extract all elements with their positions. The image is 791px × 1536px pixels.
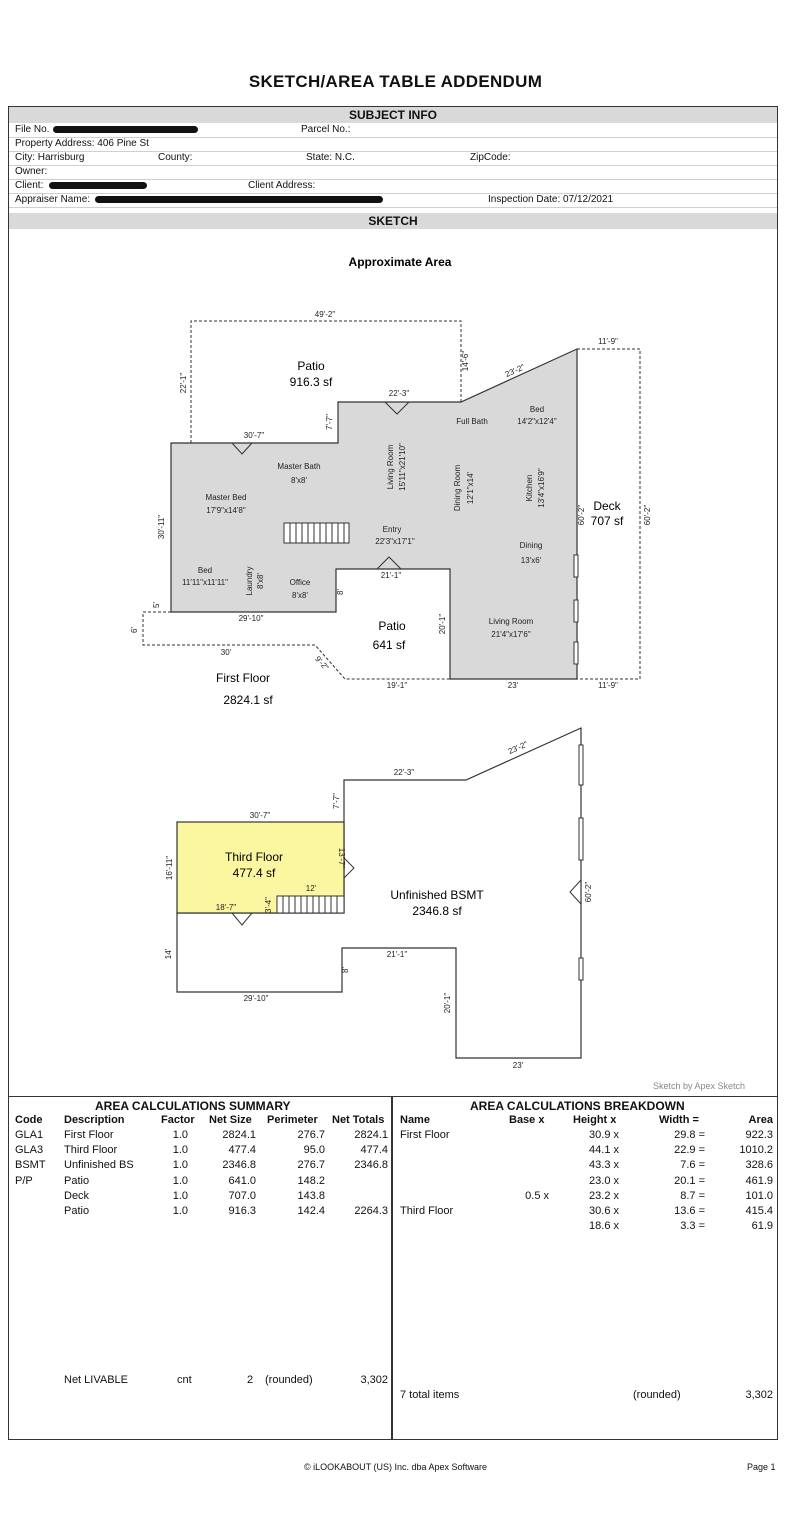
dim-label: 16'-11": [165, 855, 174, 881]
breakdown-cell: 415.4: [745, 1205, 773, 1217]
dim-label: 30'-11": [157, 514, 166, 540]
patio-bottom-label: Patio: [378, 619, 406, 633]
breakdown-cell: 13.6 =: [674, 1205, 705, 1217]
page-number: Page 1: [747, 1462, 776, 1472]
subject-info-header: SUBJECT INFO: [9, 107, 777, 123]
summary-cell: 143.8: [297, 1189, 325, 1202]
summary-cell: 641.0: [228, 1174, 256, 1187]
sketch-header: SKETCH: [9, 213, 777, 229]
summary-cell: 1.0: [172, 1129, 188, 1141]
breakdown-col-height: Height x: [573, 1114, 617, 1126]
net-livable-count: 2: [247, 1374, 254, 1386]
deck-sf: 707 sf: [590, 514, 624, 528]
breakdown-cell: 922.3: [745, 1129, 773, 1141]
dim-label: 6': [130, 627, 139, 633]
summary-cell: 1.0: [172, 1205, 188, 1217]
room-label: Bed: [197, 566, 213, 575]
summary-cell: 2346.8: [354, 1159, 388, 1172]
breakdown-cell: 30.6 x: [589, 1205, 619, 1217]
room-label: Dining Room: [453, 464, 462, 512]
summary-cell: 1.0: [172, 1174, 188, 1187]
window-marks: [574, 555, 578, 664]
room-label: Full Bath: [456, 417, 488, 426]
patio-top-sf: 916.3 sf: [289, 375, 333, 389]
summary-col-net-totals: Net Totals: [332, 1114, 385, 1126]
total-items-rounded: (rounded): [633, 1389, 681, 1401]
dim-label: 29'-10": [238, 614, 264, 623]
dim-label: 11'-9": [598, 337, 618, 346]
unfinished-bsmt-label: Unfinished BSMT: [390, 888, 484, 902]
breakdown-cell: 29.8 =: [674, 1129, 705, 1141]
dim-label: 9'-2": [313, 654, 331, 673]
dim-label: 19'-1": [386, 681, 408, 690]
client-address: Client Address:: [248, 180, 316, 191]
summary-col-description: Description: [64, 1114, 125, 1126]
summary-cell: 276.7: [297, 1159, 325, 1172]
breakdown-col-width: Width =: [659, 1114, 699, 1126]
breakdown-col-area: Area: [748, 1114, 773, 1126]
summary-cell: Unfinished BS: [64, 1159, 134, 1172]
inspection-date: Inspection Date: 07/12/2021: [488, 194, 614, 205]
dim-label: 22'-3": [388, 389, 410, 398]
breakdown-cell: 328.6: [745, 1159, 773, 1172]
summary-cell: 2264.3: [354, 1205, 388, 1217]
summary-col-code: Code: [15, 1114, 43, 1126]
dim-label: 18'-7": [215, 903, 237, 912]
room-label: Office: [289, 578, 311, 587]
room-label: Bed: [529, 405, 545, 414]
summary-cell: 1.0: [172, 1159, 188, 1172]
room-size: 15'11"x21'10": [398, 443, 407, 491]
client-label: Client:: [15, 180, 44, 191]
dim-label: 20'-1": [438, 613, 447, 635]
breakdown-cell: 461.9: [745, 1174, 773, 1187]
first-floor-sf: 2824.1 sf: [223, 693, 273, 707]
dim-label: 22'-3": [393, 768, 415, 777]
approximate-area-label: Approximate Area: [348, 255, 452, 269]
breakdown-cell: 43.3 x: [589, 1159, 619, 1172]
net-livable-total: 3,302: [360, 1374, 388, 1386]
breakdown-cell: Third Floor: [400, 1205, 454, 1217]
dim-label: 5': [152, 602, 161, 608]
breakdown-cell: 23.0 x: [589, 1174, 619, 1187]
net-livable-rounded: (rounded): [265, 1374, 313, 1386]
file-no-label: File No.: [15, 124, 50, 135]
dim-label: 60'-2": [584, 881, 593, 903]
city: City: Harrisburg: [15, 152, 85, 163]
room-label: Entry: [382, 525, 402, 534]
dim-label: 49'-2": [314, 310, 336, 319]
dim-label: 8': [336, 589, 345, 595]
breakdown-cell: 1010.2: [739, 1144, 773, 1157]
breakdown-cell: 44.1 x: [589, 1144, 619, 1157]
breakdown-cell: 20.1 =: [674, 1174, 705, 1187]
room-size: 13'x6': [520, 556, 542, 565]
breakdown-title: AREA CALCULATIONS BREAKDOWN: [470, 1099, 685, 1113]
summary-cell: Deck: [64, 1189, 90, 1202]
dim-label: 60'-2": [577, 504, 586, 526]
net-livable-label: Net LIVABLE: [64, 1374, 128, 1386]
summary-cell: Patio: [64, 1174, 90, 1187]
dim-label: 22'-1": [179, 372, 188, 394]
stairs-lower: [277, 896, 344, 913]
dim-label: 14'-6": [461, 350, 470, 372]
breakdown-cell: 23.2 x: [589, 1189, 619, 1202]
breakdown-col-name: Name: [400, 1114, 430, 1126]
summary-cell: 148.2: [297, 1174, 325, 1187]
summary-cell: 2824.1: [354, 1129, 388, 1141]
room-size: 14'2"x12'4": [517, 417, 557, 426]
table-top-divider: [9, 1096, 777, 1097]
dim-label: 11'-9": [598, 681, 618, 690]
room-label: Living Room: [386, 444, 395, 490]
summary-cell: 477.4: [228, 1144, 256, 1157]
breakdown-cell: 30.9 x: [589, 1129, 619, 1141]
room-size: 8'x8': [291, 476, 307, 485]
dim-label: 30': [220, 648, 232, 657]
summary-cell: 707.0: [228, 1189, 256, 1202]
unfinished-bsmt-sf: 2346.8 sf: [412, 904, 462, 918]
copyright: © iLOOKABOUT (US) Inc. dba Apex Software: [303, 1462, 488, 1472]
dim-label: 20'-1": [443, 992, 452, 1014]
summary-col-perimeter: Perimeter: [267, 1114, 318, 1126]
room-size: 17'9"x14'8": [206, 506, 246, 515]
room-size: 11'11"x11'11": [182, 578, 228, 587]
breakdown-cell: 22.9 =: [674, 1144, 705, 1157]
room-size: 8'x8': [292, 591, 308, 600]
total-items-value: 3,302: [745, 1389, 773, 1401]
document-title: SKETCH/AREA TABLE ADDENDUM: [248, 72, 543, 91]
room-size: 22'3"x17'1": [375, 537, 415, 546]
stairs-first-floor: [284, 523, 349, 543]
summary-cell: 276.7: [297, 1129, 325, 1141]
deck-label: Deck: [593, 499, 621, 513]
summary-col-net-size: Net Size: [209, 1114, 252, 1126]
county: County:: [158, 152, 193, 163]
summary-cell: 2824.1: [222, 1129, 256, 1141]
dim-label: 23': [507, 681, 519, 690]
breakdown-col-base: Base x: [509, 1114, 545, 1126]
dim-label: 21'-1": [380, 571, 402, 580]
room-size: 12'1"x14': [466, 471, 475, 505]
dim-label: 60'-2": [643, 504, 652, 526]
room-label: Living Room: [488, 617, 534, 626]
breakdown-cell: 61.9: [751, 1220, 773, 1233]
dim-label: 30'-7": [249, 811, 271, 820]
state: State: N.C.: [306, 152, 355, 163]
dim-label: 7'-7": [325, 414, 334, 430]
breakdown-cell: First Floor: [400, 1129, 450, 1141]
summary-title: AREA CALCULATIONS SUMMARY: [95, 1099, 291, 1113]
sketch-credit: Sketch by Apex Sketch: [653, 1081, 746, 1091]
dim-label: 13'-7": [337, 847, 346, 869]
table-middle-divider: [391, 1097, 393, 1439]
zipcode: ZipCode:: [470, 152, 511, 163]
dim-label: 29'-10": [243, 994, 269, 1003]
patio-top-label: Patio: [297, 359, 325, 373]
summary-cell: Patio: [64, 1205, 90, 1217]
room-size: 21'4"x17'6": [491, 630, 531, 639]
dim-label: 30'-7": [243, 431, 265, 440]
room-size: 8'x8': [256, 573, 265, 589]
breakdown-cell: 18.6 x: [589, 1220, 619, 1233]
room-size: 13'4"x16'9": [537, 468, 546, 508]
third-floor-sf: 477.4 sf: [232, 866, 276, 880]
summary-cell: GLA1: [15, 1129, 44, 1141]
summary-cell: 142.4: [297, 1205, 325, 1217]
appraiser-label: Appraiser Name:: [15, 194, 91, 205]
total-items-label: 7 total items: [400, 1389, 460, 1401]
summary-cell: BSMT: [15, 1159, 46, 1172]
summary-cell: 95.0: [303, 1144, 325, 1157]
room-label: Master Bath: [277, 462, 321, 471]
parcel-no-label: Parcel No.:: [301, 124, 351, 135]
dim-label: 14': [164, 948, 173, 960]
breakdown-cell: 3.3 =: [680, 1220, 705, 1233]
dim-label: 23': [512, 1061, 524, 1070]
room-label: Kitchen: [525, 474, 534, 502]
dim-label: 21'-1": [386, 950, 408, 959]
summary-cell: 2346.8: [222, 1159, 256, 1172]
dim-label: 12': [305, 884, 317, 893]
dim-label: 3'-4": [264, 897, 273, 913]
summary-cell: First Floor: [64, 1129, 114, 1141]
room-label: Laundry: [245, 566, 254, 596]
patio-bottom-sf: 641 sf: [372, 638, 406, 652]
breakdown-cell: 7.6 =: [680, 1159, 705, 1172]
property-address: Property Address: 406 Pine St: [15, 138, 149, 149]
summary-cell: 916.3: [228, 1205, 256, 1217]
owner: Owner:: [15, 166, 48, 177]
first-floor-label: First Floor: [216, 671, 270, 685]
summary-cell: P/P: [15, 1174, 33, 1187]
breakdown-cell: 8.7 =: [680, 1189, 705, 1202]
dim-label: 23'-2": [503, 362, 527, 379]
dim-label: 23'-2": [506, 739, 530, 756]
summary-cell: GLA3: [15, 1144, 44, 1157]
breakdown-cell: 0.5 x: [525, 1189, 549, 1202]
dim-label: 7'-7": [332, 793, 341, 809]
summary-cell: Third Floor: [64, 1144, 118, 1157]
summary-cell: 477.4: [360, 1144, 388, 1157]
summary-cell: 1.0: [172, 1189, 188, 1202]
breakdown-cell: 101.0: [745, 1189, 773, 1202]
room-label: Dining: [519, 541, 543, 550]
summary-col-factor: Factor: [161, 1114, 195, 1126]
summary-cell: 1.0: [172, 1144, 188, 1157]
dim-label: 8': [341, 967, 350, 973]
room-label: Master Bed: [205, 493, 247, 502]
net-livable-cnt: cnt: [177, 1374, 192, 1386]
third-floor-label: Third Floor: [224, 850, 284, 864]
